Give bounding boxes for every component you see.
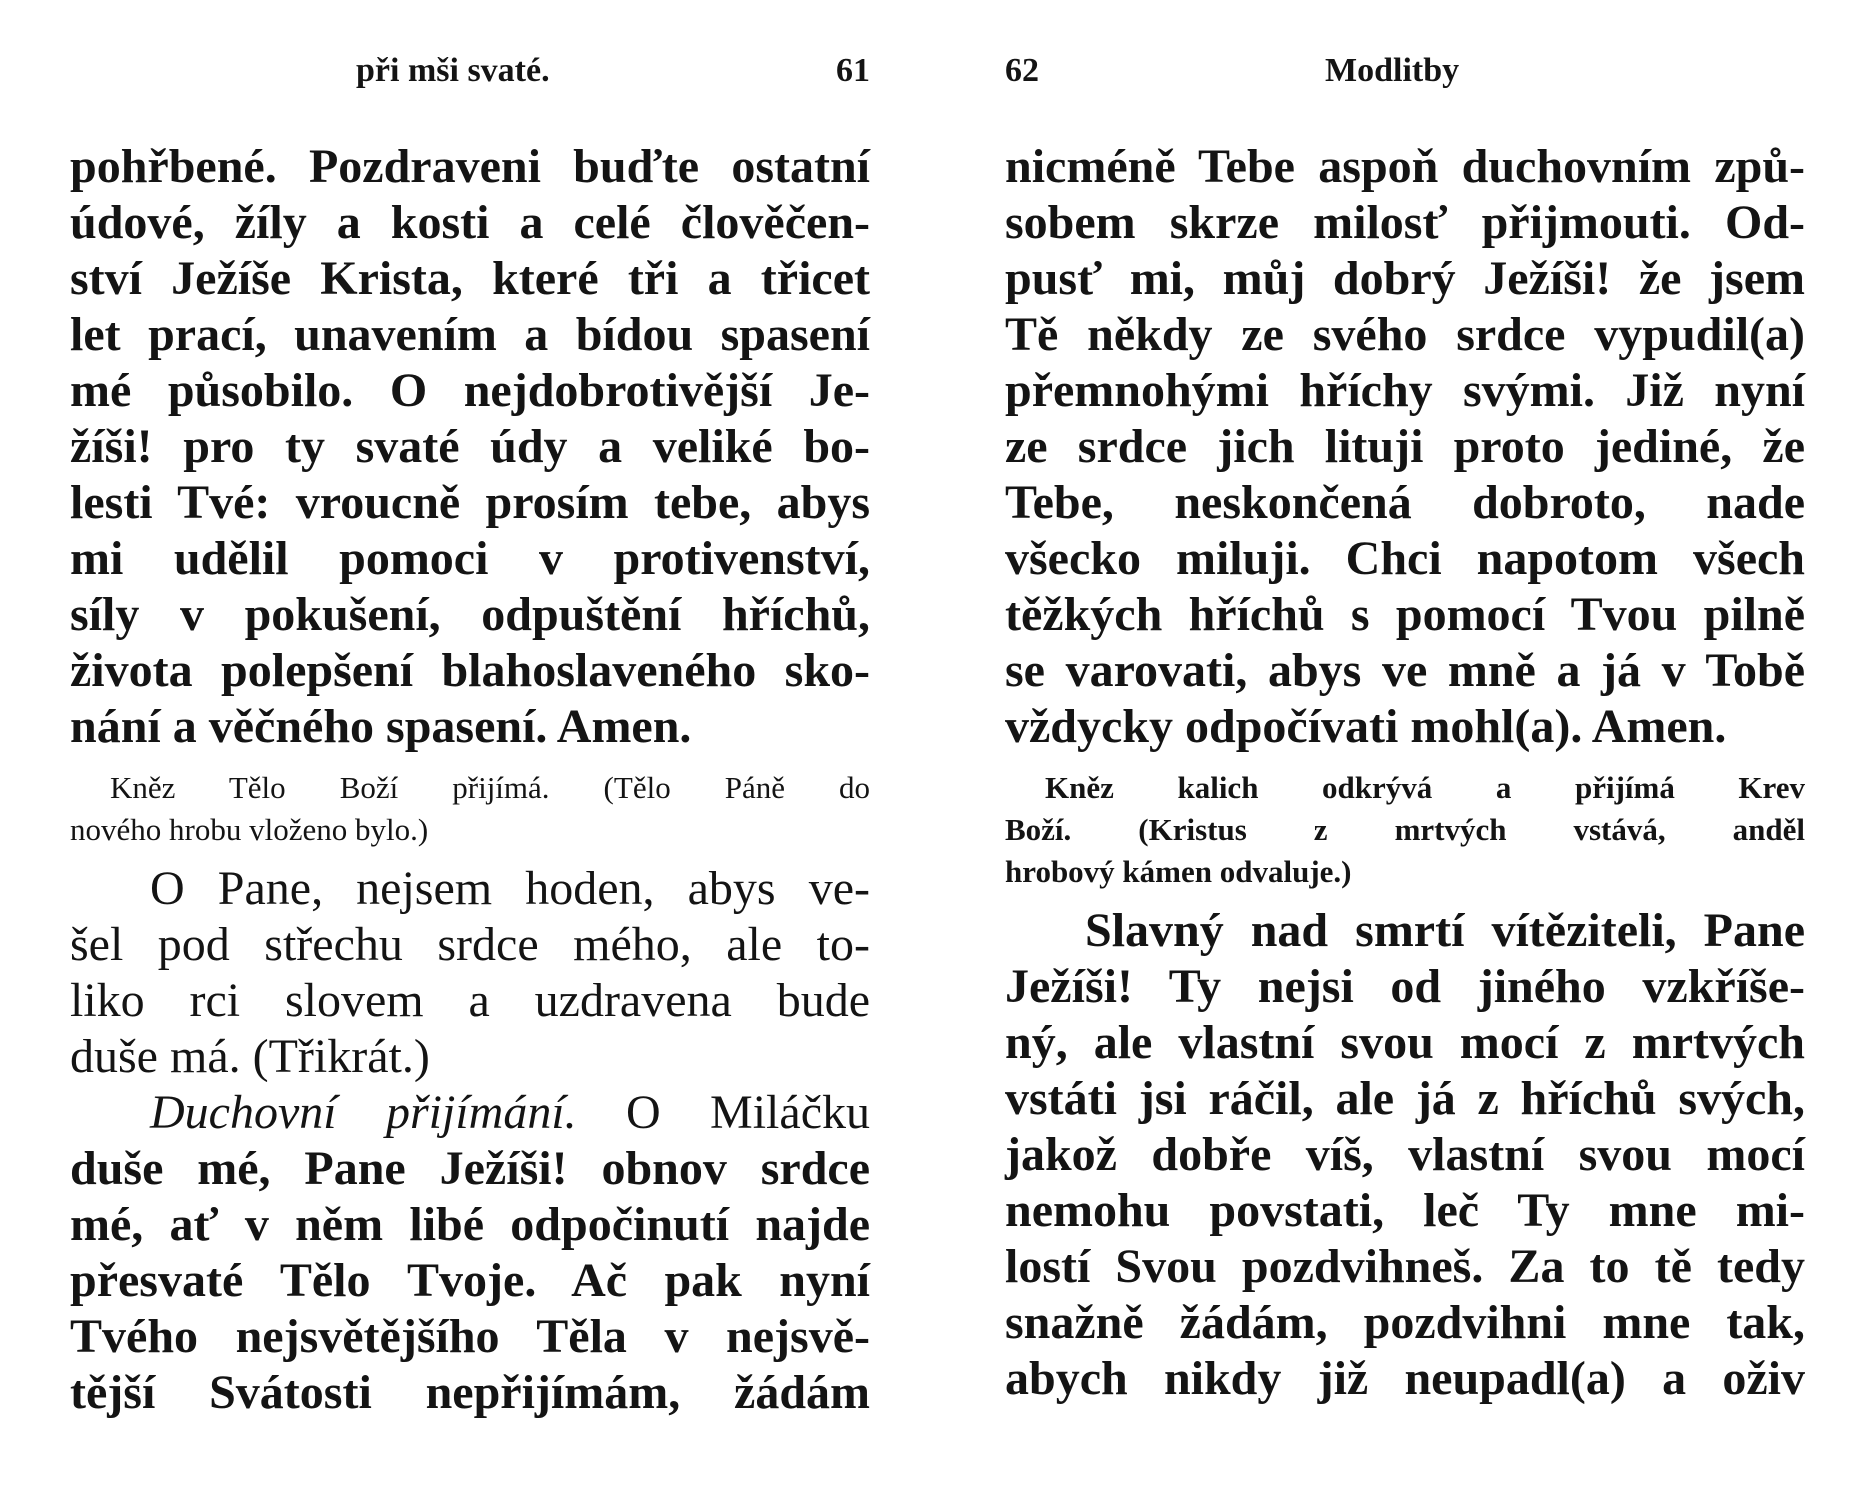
paragraph-1: [70, 139, 870, 755]
rubric-note: [70, 767, 870, 851]
paragraph-3: [70, 1085, 870, 1421]
text-line: liko rci slovem a uzdravena bude: [70, 974, 870, 1027]
text-run: O Miláčku: [626, 1086, 870, 1139]
right-page-body: [1005, 135, 1805, 1407]
text-line: mé, ať v něm libé odpočinutí najde: [70, 1198, 870, 1251]
text-line: sobem skrze milosť přijmouti. Od-: [1005, 196, 1805, 249]
text-line: lostí Svou pozdvihneš. Za to tě tedy: [1005, 1240, 1805, 1293]
text-line: nání a věčného spasení. Amen.: [70, 700, 692, 753]
left-page-header: [70, 52, 870, 102]
text-line: ze srdce jich lituji proto jediné, že: [1005, 420, 1805, 473]
text-line: mé působilo. O nejdobrotivější Je-: [70, 364, 870, 417]
text-line: Tě někdy ze svého srdce vypudil(a): [1005, 308, 1805, 361]
text-line: nicméně Tebe aspoň duchovním způ-: [1005, 140, 1805, 193]
text-line: šel pod střechu srdce mého, ale to-: [70, 918, 870, 971]
text-line: duše mé, Pane Ježíši! obnov srdce: [70, 1142, 870, 1195]
text-line: těžkých hříchů s pomocí Tvou pilně: [1005, 588, 1805, 641]
left-page: [70, 0, 870, 1500]
text-line: vstáti jsi ráčil, ale já z hříchů svých,: [1005, 1072, 1805, 1125]
text-line: Slavný nad smrtí vítěziteli, Pane: [1085, 904, 1805, 957]
text-line: přemnohými hříchy svými. Již nyní: [1005, 364, 1805, 417]
running-title: při mši svaté.: [356, 52, 550, 89]
rubric-line: nového hrobu vloženo bylo.): [70, 812, 429, 847]
text-line: nemohu povstati, leč Ty mne mi-: [1005, 1184, 1805, 1237]
text-line: všecko miluji. Chci napotom všech: [1005, 532, 1805, 585]
text-line: údové, žíly a kosti a celé člověčen-: [70, 196, 870, 249]
rubric-line: Boží. (Kristus z mrtvých vstává, anděl: [1005, 812, 1805, 847]
rubric-line: Kněz Tělo Boží přijímá. (Tělo Páně do: [110, 770, 870, 805]
text-line: života polepšení blahoslaveného sko-: [70, 644, 870, 697]
text-line: duše má. (Třikrát.): [70, 1030, 430, 1083]
paragraph-2: [70, 861, 870, 1085]
text-line: mi udělil pomoci v protivenství,: [70, 532, 870, 585]
text-line: let prací, unavením a bídou spasení: [70, 308, 870, 361]
text-line: Ježíši! Ty nejsi od jiného vzkříše-: [1005, 960, 1805, 1013]
text-line: síly v pokušení, odpuštění hříchů,: [70, 588, 870, 641]
text-line: snažně žádám, pozdvihni mne tak,: [1005, 1296, 1805, 1349]
text-line: abych nikdy již neupadl(a) a oživ: [1005, 1352, 1805, 1405]
text-line: vždycky odpočívati mohl(a). Amen.: [1005, 700, 1727, 753]
text-line: pusť mi, můj dobrý Ježíši! že jsem: [1005, 252, 1805, 305]
text-line: tější Svátosti nepřijímám, žádám: [70, 1366, 870, 1419]
paragraph-2: [1005, 903, 1805, 1407]
text-line: O Pane, nejsem hoden, abys ve-: [150, 862, 870, 915]
rubric-line: Kněz kalich odkrývá a přijímá Krev: [1045, 770, 1805, 805]
text-line: Tebe, neskončená dobroto, nade: [1005, 476, 1805, 529]
text-line: jakož dobře víš, vlastní svou mocí: [1005, 1128, 1805, 1181]
text-line: pohřbené. Pozdraveni buďte ostatní: [70, 140, 870, 193]
text-line: ný, ale vlastní svou mocí z mrtvých: [1005, 1016, 1805, 1069]
text-line: se varovati, abys ve mně a já v Tobě: [1005, 644, 1805, 697]
rubric-line: hrobový kámen odvaluje.): [1005, 854, 1352, 889]
right-page: [1005, 0, 1805, 1500]
text-line: [70, 1085, 870, 1141]
running-title: Modlitby: [1325, 52, 1460, 89]
left-page-body: [70, 135, 870, 1421]
text-line: Tvého nejsvětějšího Těla v nejsvě-: [70, 1310, 870, 1363]
text-line: přesvaté Tělo Tvoje. Ač pak nyní: [70, 1254, 870, 1307]
paragraph-1: [1005, 139, 1805, 755]
page-number: 61: [836, 52, 870, 89]
rubric-note: [1005, 767, 1805, 893]
text-line: ství Ježíše Krista, které tři a třicet: [70, 252, 870, 305]
text-line: žíši! pro ty svaté údy a veliké bo-: [70, 420, 870, 473]
text-line: lesti Tvé: vroucně prosím tebe, abys: [70, 476, 870, 529]
right-page-header: [1005, 52, 1805, 102]
page-number: 62: [1005, 52, 1039, 89]
italic-heading: Duchovní přijímání.: [150, 1086, 577, 1139]
